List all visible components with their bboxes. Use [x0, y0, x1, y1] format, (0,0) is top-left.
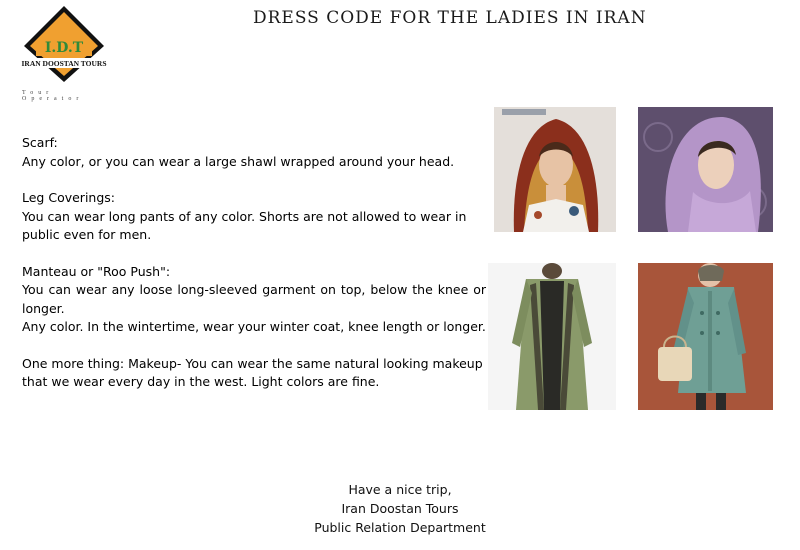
dress-code-text — [22, 134, 486, 410]
scarf-section — [22, 134, 486, 171]
leg-coverings-heading: Leg Coverings: — [22, 190, 115, 205]
company-logo — [14, 4, 114, 100]
signoff-line-3: Public Relation Department — [314, 520, 486, 535]
leg-coverings-section — [22, 189, 486, 245]
leg-coverings-text: You can wear long pants of any color. Shorts are not allowed to wear in public even for men. — [22, 208, 467, 242]
logo-tagline: Tour Operator — [22, 90, 84, 102]
logo-initials: I.D.T — [44, 40, 84, 56]
signoff — [300, 480, 500, 537]
page-title: DRESS CODE FOR THE LADIES IN IRAN — [253, 8, 647, 28]
teal-coat-photo — [638, 263, 773, 410]
manteau-text-1: You can wear any loose long-sleeved garment on top, below the knee or longer. — [22, 282, 486, 316]
manteau-text-2: Any color. In the wintertime, wear your winter coat, knee length or longer. — [22, 319, 486, 334]
makeup-section — [22, 355, 486, 392]
idt-logo-icon — [18, 4, 110, 84]
manteau-heading: Manteau or "Roo Push": — [22, 263, 171, 279]
makeup-text: One more thing: Makeup- You can wear the same natural looking makeup that we wear every day in the west. Light colors are fine. — [22, 355, 483, 389]
manteau-section — [22, 263, 486, 337]
signoff-line-1: Have a nice trip, — [348, 482, 452, 497]
scarf-text: Any color, or you can wear a large shawl wrapped around your head. — [22, 153, 455, 169]
scarf-heading: Scarf: — [22, 135, 58, 150]
woman-patterned-scarf-photo — [494, 107, 616, 232]
olive-manteau-photo — [488, 263, 616, 410]
logo-company-name: IRAN DOOSTAN TOURS — [21, 59, 107, 68]
woman-lavender-shawl-photo — [638, 107, 773, 232]
signoff-line-2: Iran Doostan Tours — [341, 501, 459, 516]
